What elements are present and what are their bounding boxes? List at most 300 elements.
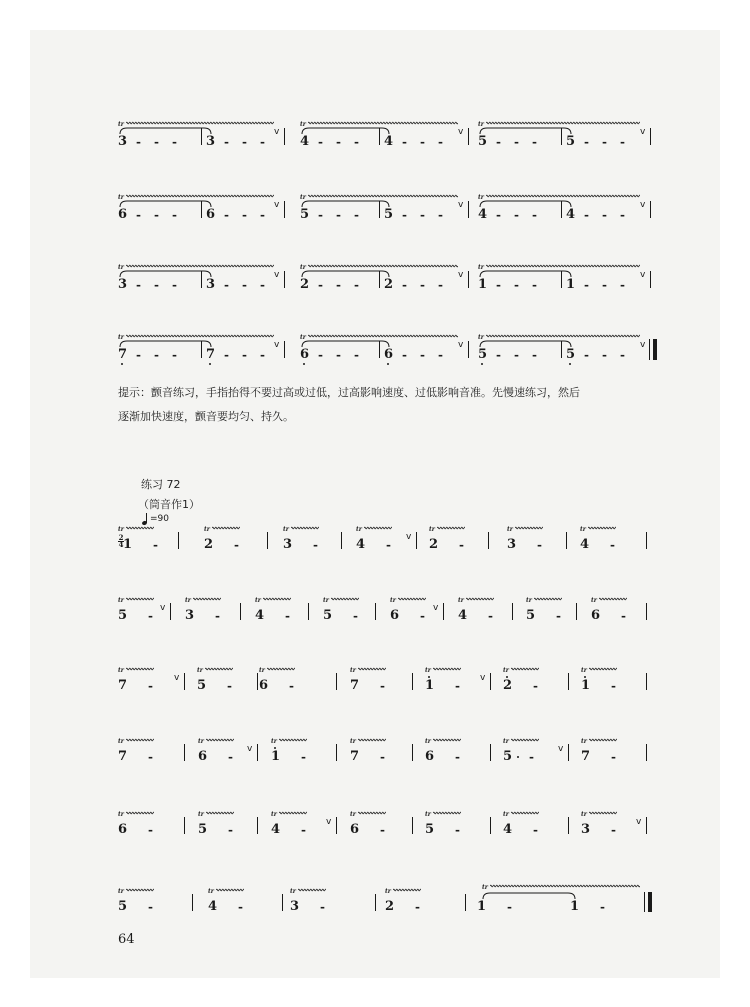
dash-extension: - bbox=[136, 278, 141, 292]
bar-line bbox=[468, 271, 469, 288]
trill-line bbox=[126, 121, 274, 125]
augmentation-dot bbox=[517, 756, 519, 758]
trill-line bbox=[308, 264, 458, 268]
dash-extension: - bbox=[611, 679, 616, 693]
note: 4 bbox=[580, 537, 590, 552]
dash-extension: - bbox=[318, 135, 323, 149]
dash-extension: - bbox=[529, 750, 534, 764]
low-octave-dot bbox=[481, 363, 483, 365]
trill-marker: tr bbox=[581, 667, 587, 674]
dash-extension: - bbox=[420, 135, 425, 149]
note: 6 bbox=[350, 822, 360, 837]
dash-extension: - bbox=[386, 538, 391, 552]
dash-extension: - bbox=[318, 278, 323, 292]
dash-extension: - bbox=[584, 348, 589, 362]
page-number: 64 bbox=[118, 932, 135, 947]
bar-line bbox=[184, 817, 185, 834]
bar-line bbox=[375, 603, 376, 620]
note: 1 bbox=[566, 277, 576, 292]
tie-arc bbox=[479, 340, 572, 348]
breath-mark: v bbox=[160, 603, 166, 613]
note: 1 bbox=[570, 899, 580, 914]
tie-arc bbox=[479, 270, 572, 278]
bar-line bbox=[646, 817, 647, 834]
dash-extension: - bbox=[402, 348, 407, 362]
trill-marker: tr bbox=[429, 526, 435, 533]
bar-line bbox=[379, 128, 380, 145]
time-signature-bottom: 4 bbox=[118, 540, 124, 549]
bar-line bbox=[257, 744, 258, 761]
trill-line bbox=[589, 667, 617, 671]
note: 4 bbox=[208, 899, 218, 914]
note: 7 bbox=[581, 749, 591, 764]
note: 5 bbox=[503, 749, 513, 764]
trill-line bbox=[433, 811, 461, 815]
bar-line bbox=[465, 894, 466, 911]
trill-marker: tr bbox=[507, 526, 513, 533]
bar-line bbox=[561, 201, 562, 218]
dash-extension: - bbox=[514, 348, 519, 362]
note: 5 bbox=[198, 822, 208, 837]
note: 7 bbox=[350, 678, 360, 693]
trill-line bbox=[263, 597, 291, 601]
trill-marker: tr bbox=[271, 811, 277, 818]
trill-marker: tr bbox=[478, 334, 484, 341]
dash-extension: - bbox=[313, 538, 318, 552]
trill-marker: tr bbox=[458, 597, 464, 604]
note: 3 bbox=[118, 134, 128, 149]
low-octave-dot bbox=[209, 363, 211, 365]
bar-line bbox=[267, 532, 268, 549]
bar-line bbox=[568, 744, 569, 761]
breath-mark: v bbox=[247, 744, 253, 754]
exercise-title: 练习 72 bbox=[141, 478, 181, 491]
breath-mark: v bbox=[480, 673, 486, 683]
trill-line bbox=[193, 597, 221, 601]
note: 6 bbox=[300, 347, 310, 362]
bar-line bbox=[646, 603, 647, 620]
bar-line bbox=[416, 532, 417, 549]
trill-marker: tr bbox=[118, 194, 124, 201]
note: 5 bbox=[425, 822, 435, 837]
dash-extension: - bbox=[148, 750, 153, 764]
dash-extension: - bbox=[420, 278, 425, 292]
note: 5 bbox=[478, 134, 488, 149]
bar-line bbox=[568, 673, 569, 690]
trill-line bbox=[126, 334, 274, 338]
trill-marker: tr bbox=[503, 738, 509, 745]
trill-line bbox=[358, 811, 386, 815]
bar-line bbox=[412, 744, 413, 761]
bar-line bbox=[576, 603, 577, 620]
dash-extension: - bbox=[514, 278, 519, 292]
trill-line bbox=[364, 526, 392, 530]
dash-extension: - bbox=[154, 208, 159, 222]
dash-extension: - bbox=[620, 135, 625, 149]
breath-mark: v bbox=[640, 270, 646, 280]
breath-mark: v bbox=[274, 127, 280, 137]
dash-extension: - bbox=[172, 135, 177, 149]
note: 5 bbox=[323, 608, 333, 623]
trill-line bbox=[486, 194, 640, 198]
trill-line bbox=[308, 194, 458, 198]
bar-line bbox=[561, 128, 562, 145]
bar-line bbox=[646, 532, 647, 549]
trill-line bbox=[515, 526, 543, 530]
dash-extension: - bbox=[238, 900, 243, 914]
dash-extension: - bbox=[537, 538, 542, 552]
dash-extension: - bbox=[228, 823, 233, 837]
bar-line bbox=[443, 603, 444, 620]
dash-extension: - bbox=[455, 679, 460, 693]
high-octave-dot bbox=[428, 676, 430, 678]
trill-line bbox=[433, 738, 461, 742]
dash-extension: - bbox=[136, 208, 141, 222]
note: 5 bbox=[526, 608, 536, 623]
note: 2 bbox=[429, 537, 439, 552]
dash-extension: - bbox=[415, 900, 420, 914]
dash-extension: - bbox=[584, 278, 589, 292]
dash-extension: - bbox=[336, 278, 341, 292]
dash-extension: - bbox=[438, 208, 443, 222]
dash-extension: - bbox=[455, 750, 460, 764]
dash-extension: - bbox=[620, 348, 625, 362]
dash-extension: - bbox=[172, 208, 177, 222]
bar-line bbox=[284, 201, 285, 218]
trill-marker: tr bbox=[591, 597, 597, 604]
bar-line bbox=[284, 128, 285, 145]
dash-extension: - bbox=[289, 679, 294, 693]
dash-extension: - bbox=[402, 208, 407, 222]
bar-line bbox=[646, 673, 647, 690]
high-octave-dot bbox=[506, 676, 508, 678]
trill-line bbox=[433, 667, 461, 671]
trill-line bbox=[588, 526, 616, 530]
note: 3 bbox=[206, 134, 216, 149]
trill-marker: tr bbox=[198, 738, 204, 745]
trill-marker: tr bbox=[255, 597, 261, 604]
bar-line bbox=[412, 817, 413, 834]
note: 7 bbox=[118, 678, 128, 693]
trill-line bbox=[126, 194, 274, 198]
trill-marker: tr bbox=[356, 526, 362, 533]
bar-line bbox=[201, 128, 202, 145]
dash-extension: - bbox=[354, 208, 359, 222]
trill-marker: tr bbox=[118, 888, 124, 895]
trill-marker: tr bbox=[478, 194, 484, 201]
dash-extension: - bbox=[533, 823, 538, 837]
dash-extension: - bbox=[556, 609, 561, 623]
trill-marker: tr bbox=[271, 738, 277, 745]
dash-extension: - bbox=[148, 823, 153, 837]
dash-extension: - bbox=[154, 348, 159, 362]
note: 5 bbox=[118, 608, 128, 623]
dash-extension: - bbox=[336, 208, 341, 222]
bar-line bbox=[178, 532, 179, 549]
dash-extension: - bbox=[514, 135, 519, 149]
trill-line bbox=[126, 597, 154, 601]
note: 7 bbox=[206, 347, 216, 362]
trill-marker: tr bbox=[300, 334, 306, 341]
trill-marker: tr bbox=[290, 888, 296, 895]
trill-marker: tr bbox=[503, 667, 509, 674]
dash-extension: - bbox=[148, 609, 153, 623]
trill-marker: tr bbox=[118, 264, 124, 271]
bar-line bbox=[561, 271, 562, 288]
note: 1 bbox=[123, 537, 133, 552]
bar-line bbox=[201, 201, 202, 218]
note: 3 bbox=[118, 277, 128, 292]
trill-line bbox=[216, 888, 244, 892]
note: 6 bbox=[425, 749, 435, 764]
bar-line bbox=[488, 532, 489, 549]
trill-line bbox=[267, 667, 295, 671]
bar-line bbox=[336, 817, 337, 834]
bar-line bbox=[201, 271, 202, 288]
trill-line bbox=[490, 884, 640, 888]
dash-extension: - bbox=[455, 823, 460, 837]
note: 4 bbox=[458, 608, 468, 623]
dash-extension: - bbox=[224, 135, 229, 149]
trill-marker: tr bbox=[259, 667, 265, 674]
trill-line bbox=[212, 526, 240, 530]
dash-extension: - bbox=[496, 208, 501, 222]
dash-extension: - bbox=[420, 609, 425, 623]
dash-extension: - bbox=[584, 135, 589, 149]
bar-line bbox=[512, 603, 513, 620]
trill-line bbox=[511, 667, 539, 671]
note: 6 bbox=[206, 207, 216, 222]
dash-extension: - bbox=[488, 609, 493, 623]
bar-line bbox=[490, 673, 491, 690]
trill-marker: tr bbox=[350, 667, 356, 674]
dash-extension: - bbox=[602, 208, 607, 222]
breath-mark: v bbox=[458, 127, 464, 137]
note: 3 bbox=[283, 537, 293, 552]
trill-marker: tr bbox=[118, 738, 124, 745]
dash-extension: - bbox=[215, 609, 220, 623]
note: 6 bbox=[259, 678, 269, 693]
trill-line bbox=[126, 264, 274, 268]
high-octave-dot bbox=[584, 676, 586, 678]
trill-line bbox=[279, 738, 307, 742]
final-bar-thin bbox=[649, 339, 650, 360]
dash-extension: - bbox=[380, 823, 385, 837]
trill-line bbox=[358, 738, 386, 742]
tempo-value: =90 bbox=[150, 514, 169, 524]
high-octave-dot bbox=[274, 747, 276, 749]
tie-arc bbox=[482, 892, 576, 900]
trill-line bbox=[466, 597, 494, 601]
bar-line bbox=[379, 201, 380, 218]
trill-line bbox=[298, 888, 326, 892]
bar-line bbox=[490, 744, 491, 761]
trill-marker: tr bbox=[478, 264, 484, 271]
trill-line bbox=[534, 597, 562, 601]
dash-extension: - bbox=[610, 538, 615, 552]
dash-extension: - bbox=[242, 348, 247, 362]
dash-extension: - bbox=[532, 135, 537, 149]
dash-extension: - bbox=[420, 348, 425, 362]
note: 4 bbox=[300, 134, 310, 149]
bar-line bbox=[284, 341, 285, 358]
note: 3 bbox=[507, 537, 517, 552]
bar-line bbox=[379, 341, 380, 358]
trill-marker: tr bbox=[118, 526, 124, 533]
bar-line bbox=[336, 744, 337, 761]
bar-line bbox=[379, 271, 380, 288]
note: 2 bbox=[385, 899, 395, 914]
dash-extension: - bbox=[496, 278, 501, 292]
dash-extension: - bbox=[153, 538, 158, 552]
breath-mark: v bbox=[636, 817, 642, 827]
dash-extension: - bbox=[154, 278, 159, 292]
final-bar-thick bbox=[648, 892, 652, 912]
trill-marker: tr bbox=[425, 811, 431, 818]
dash-extension: - bbox=[621, 609, 626, 623]
dash-extension: - bbox=[438, 278, 443, 292]
dash-extension: - bbox=[301, 750, 306, 764]
dash-extension: - bbox=[242, 278, 247, 292]
trill-line bbox=[599, 597, 627, 601]
trill-marker: tr bbox=[208, 888, 214, 895]
dash-extension: - bbox=[228, 750, 233, 764]
key-indication: （筒音作1） bbox=[138, 498, 200, 511]
trill-marker: tr bbox=[185, 597, 191, 604]
note: 4 bbox=[566, 207, 576, 222]
note: 1 bbox=[425, 678, 435, 693]
trill-marker: tr bbox=[350, 738, 356, 745]
tie-arc bbox=[119, 127, 212, 135]
dash-extension: - bbox=[420, 208, 425, 222]
breath-mark: v bbox=[640, 200, 646, 210]
dash-extension: - bbox=[496, 348, 501, 362]
dash-extension: - bbox=[301, 823, 306, 837]
bar-line bbox=[240, 603, 241, 620]
trill-marker: tr bbox=[385, 888, 391, 895]
note: 2 bbox=[384, 277, 394, 292]
tie-arc bbox=[119, 340, 212, 348]
note: 5 bbox=[566, 134, 576, 149]
trill-line bbox=[589, 811, 617, 815]
trill-line bbox=[206, 811, 234, 815]
dash-extension: - bbox=[242, 208, 247, 222]
note: 2 bbox=[204, 537, 214, 552]
final-bar-thin bbox=[644, 892, 645, 912]
trill-marker: tr bbox=[503, 811, 509, 818]
dash-extension: - bbox=[242, 135, 247, 149]
trill-marker: tr bbox=[526, 597, 532, 604]
breath-mark: v bbox=[640, 340, 646, 350]
trill-marker: tr bbox=[580, 526, 586, 533]
bar-line bbox=[308, 603, 309, 620]
tie-arc bbox=[119, 270, 212, 278]
breath-mark: v bbox=[458, 340, 464, 350]
trill-marker: tr bbox=[482, 884, 488, 891]
bar-line bbox=[561, 341, 562, 358]
dash-extension: - bbox=[354, 348, 359, 362]
dash-extension: - bbox=[172, 278, 177, 292]
trill-marker: tr bbox=[425, 738, 431, 745]
low-octave-dot bbox=[387, 363, 389, 365]
breath-mark: v bbox=[558, 744, 564, 754]
dash-extension: - bbox=[354, 135, 359, 149]
trill-marker: tr bbox=[118, 667, 124, 674]
note: 5 bbox=[118, 899, 128, 914]
trill-marker: tr bbox=[300, 194, 306, 201]
trill-line bbox=[308, 121, 458, 125]
dash-extension: - bbox=[438, 135, 443, 149]
breath-mark: v bbox=[174, 673, 180, 683]
low-octave-dot bbox=[569, 363, 571, 365]
trill-line bbox=[291, 526, 319, 530]
bar-line bbox=[468, 128, 469, 145]
dash-extension: - bbox=[318, 348, 323, 362]
trill-line bbox=[486, 334, 640, 338]
dash-extension: - bbox=[136, 348, 141, 362]
trill-marker: tr bbox=[283, 526, 289, 533]
dash-extension: - bbox=[611, 750, 616, 764]
dash-extension: - bbox=[227, 679, 232, 693]
trill-marker: tr bbox=[478, 121, 484, 128]
bar-line bbox=[284, 271, 285, 288]
note: 4 bbox=[384, 134, 394, 149]
trill-line bbox=[358, 667, 386, 671]
dash-extension: - bbox=[533, 679, 538, 693]
note: 2 bbox=[300, 277, 310, 292]
note: 1 bbox=[271, 749, 281, 764]
dash-extension: - bbox=[354, 278, 359, 292]
trill-line bbox=[511, 811, 539, 815]
dash-extension: - bbox=[336, 348, 341, 362]
bar-line bbox=[468, 201, 469, 218]
trill-marker: tr bbox=[198, 811, 204, 818]
dash-extension: - bbox=[148, 679, 153, 693]
dash-extension: - bbox=[154, 135, 159, 149]
dash-extension: - bbox=[620, 278, 625, 292]
dash-extension: - bbox=[260, 135, 265, 149]
tie-arc bbox=[301, 270, 390, 278]
tie-arc bbox=[301, 200, 390, 208]
bar-line bbox=[650, 201, 651, 218]
note: 7 bbox=[118, 347, 128, 362]
bar-line bbox=[341, 532, 342, 549]
breath-mark: v bbox=[458, 270, 464, 280]
bar-line bbox=[201, 341, 202, 358]
breath-mark: v bbox=[406, 532, 412, 542]
bar-line bbox=[184, 744, 185, 761]
dash-extension: - bbox=[496, 135, 501, 149]
note: 6 bbox=[198, 749, 208, 764]
bar-line bbox=[650, 271, 651, 288]
note: 4 bbox=[478, 207, 488, 222]
dash-extension: - bbox=[260, 208, 265, 222]
bar-line bbox=[412, 673, 413, 690]
bar-line bbox=[646, 744, 647, 761]
dash-extension: - bbox=[224, 348, 229, 362]
breath-mark: v bbox=[433, 603, 439, 613]
trill-line bbox=[486, 121, 640, 125]
note: 6 bbox=[591, 608, 601, 623]
breath-mark: v bbox=[274, 340, 280, 350]
note: 6 bbox=[118, 822, 128, 837]
trill-marker: tr bbox=[300, 264, 306, 271]
trill-marker: tr bbox=[581, 738, 587, 745]
bar-line bbox=[282, 894, 283, 911]
note: 3 bbox=[185, 608, 195, 623]
note: 6 bbox=[390, 608, 400, 623]
bar-line bbox=[184, 673, 185, 690]
